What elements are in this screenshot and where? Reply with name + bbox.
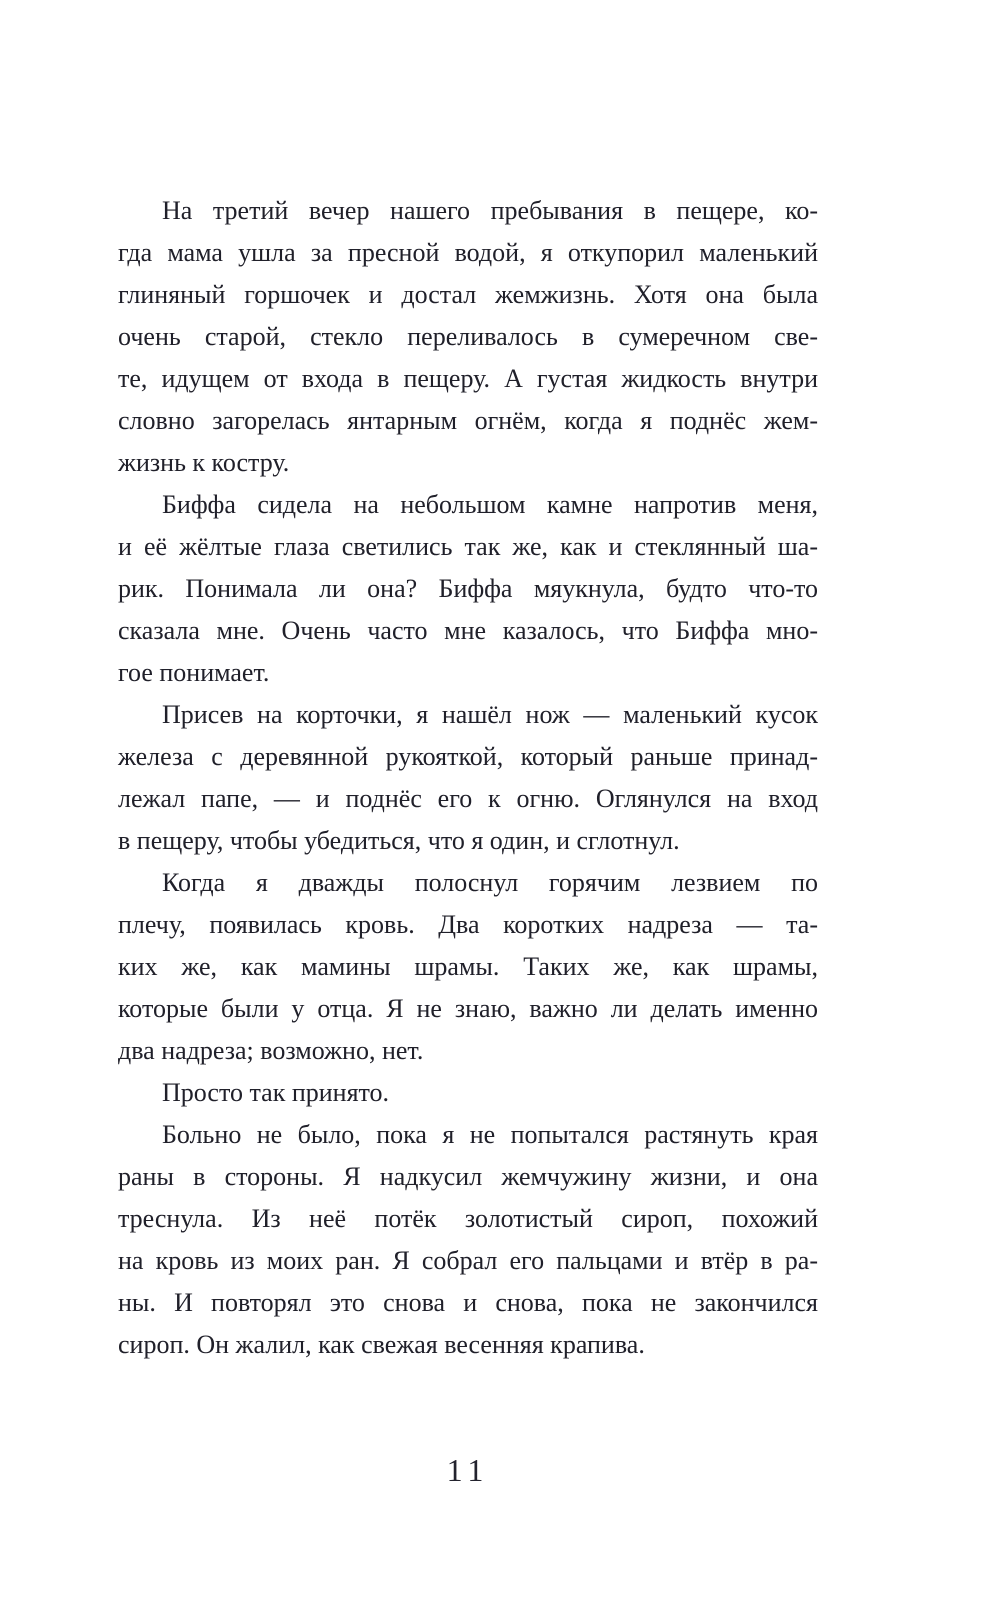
text-line: Присев на корточки, я нашёл нож — маленький кусок (162, 700, 818, 729)
text-line: на кровь из моих ран. Я собрал его пальцами и втёр в ра- (118, 1246, 818, 1275)
text-line: раны в стороны. Я надкусил жемчужину жизни, и она (118, 1162, 818, 1191)
text-line: Больно не было, пока я не попытался растянуть края (162, 1120, 818, 1149)
text-line: ны. И повторял это снова и снова, пока не закончился (118, 1288, 818, 1317)
text-line: сказала мне. Очень часто мне казалось, что Биффа мно- (118, 616, 818, 645)
text-line: два надреза; возможно, нет. (118, 1036, 424, 1065)
paragraph (118, 694, 818, 862)
text-line: Биффа сидела на небольшом камне напротив меня, (162, 490, 818, 519)
text-line: гое понимает. (118, 658, 270, 687)
text-line: лежал папе, — и поднёс его к огню. Оглянулся на вход (118, 784, 818, 813)
text-line: те, идущем от входа в пещеру. А густая жидкость внутри (118, 364, 818, 393)
paragraph (118, 1114, 818, 1366)
text-line: глиняный горшочек и достал жемжизнь. Хотя она была (118, 280, 818, 309)
text-line: треснула. Из неё потёк золотистый сироп, похожий (118, 1204, 818, 1233)
text-line: Просто так принято. (162, 1078, 390, 1107)
text-line: и её жёлтые глаза светились так же, как и стеклянный ша- (118, 532, 818, 561)
text-line: которые были у отца. Я не знаю, важно ли делать именно (118, 994, 818, 1023)
text-line: словно загорелась янтарным огнём, когда я поднёс жем- (118, 406, 818, 435)
paragraph (118, 484, 818, 694)
paragraph (118, 190, 818, 484)
paragraph (118, 1072, 818, 1114)
text-line: в пещеру, чтобы убедиться, что я один, и сглотнул. (118, 826, 680, 855)
text-line: На третий вечер нашего пребывания в пещере, ко- (162, 196, 818, 225)
text-line: ких же, как мамины шрамы. Таких же, как шрамы, (118, 952, 818, 981)
text-line: железа с деревянной рукояткой, который раньше принад- (118, 742, 818, 771)
text-line: рик. Понимала ли она? Биффа мяукнула, будто что-то (118, 574, 818, 603)
text-line: гда мама ушла за пресной водой, я откупорил маленький (118, 238, 818, 267)
text-block (118, 190, 818, 1366)
text-line: сироп. Он жалил, как свежая весенняя крапива. (118, 1330, 645, 1359)
page-number: 11 (446, 1452, 490, 1488)
paragraph (118, 862, 818, 1072)
text-line: очень старой, стекло переливалось в сумеречном све- (118, 322, 818, 351)
text-line: плечу, появилась кровь. Два коротких надреза — та- (118, 910, 818, 939)
text-line: жизнь к костру. (118, 448, 290, 477)
text-line: Когда я дважды полоснул горячим лезвием по (162, 868, 818, 897)
